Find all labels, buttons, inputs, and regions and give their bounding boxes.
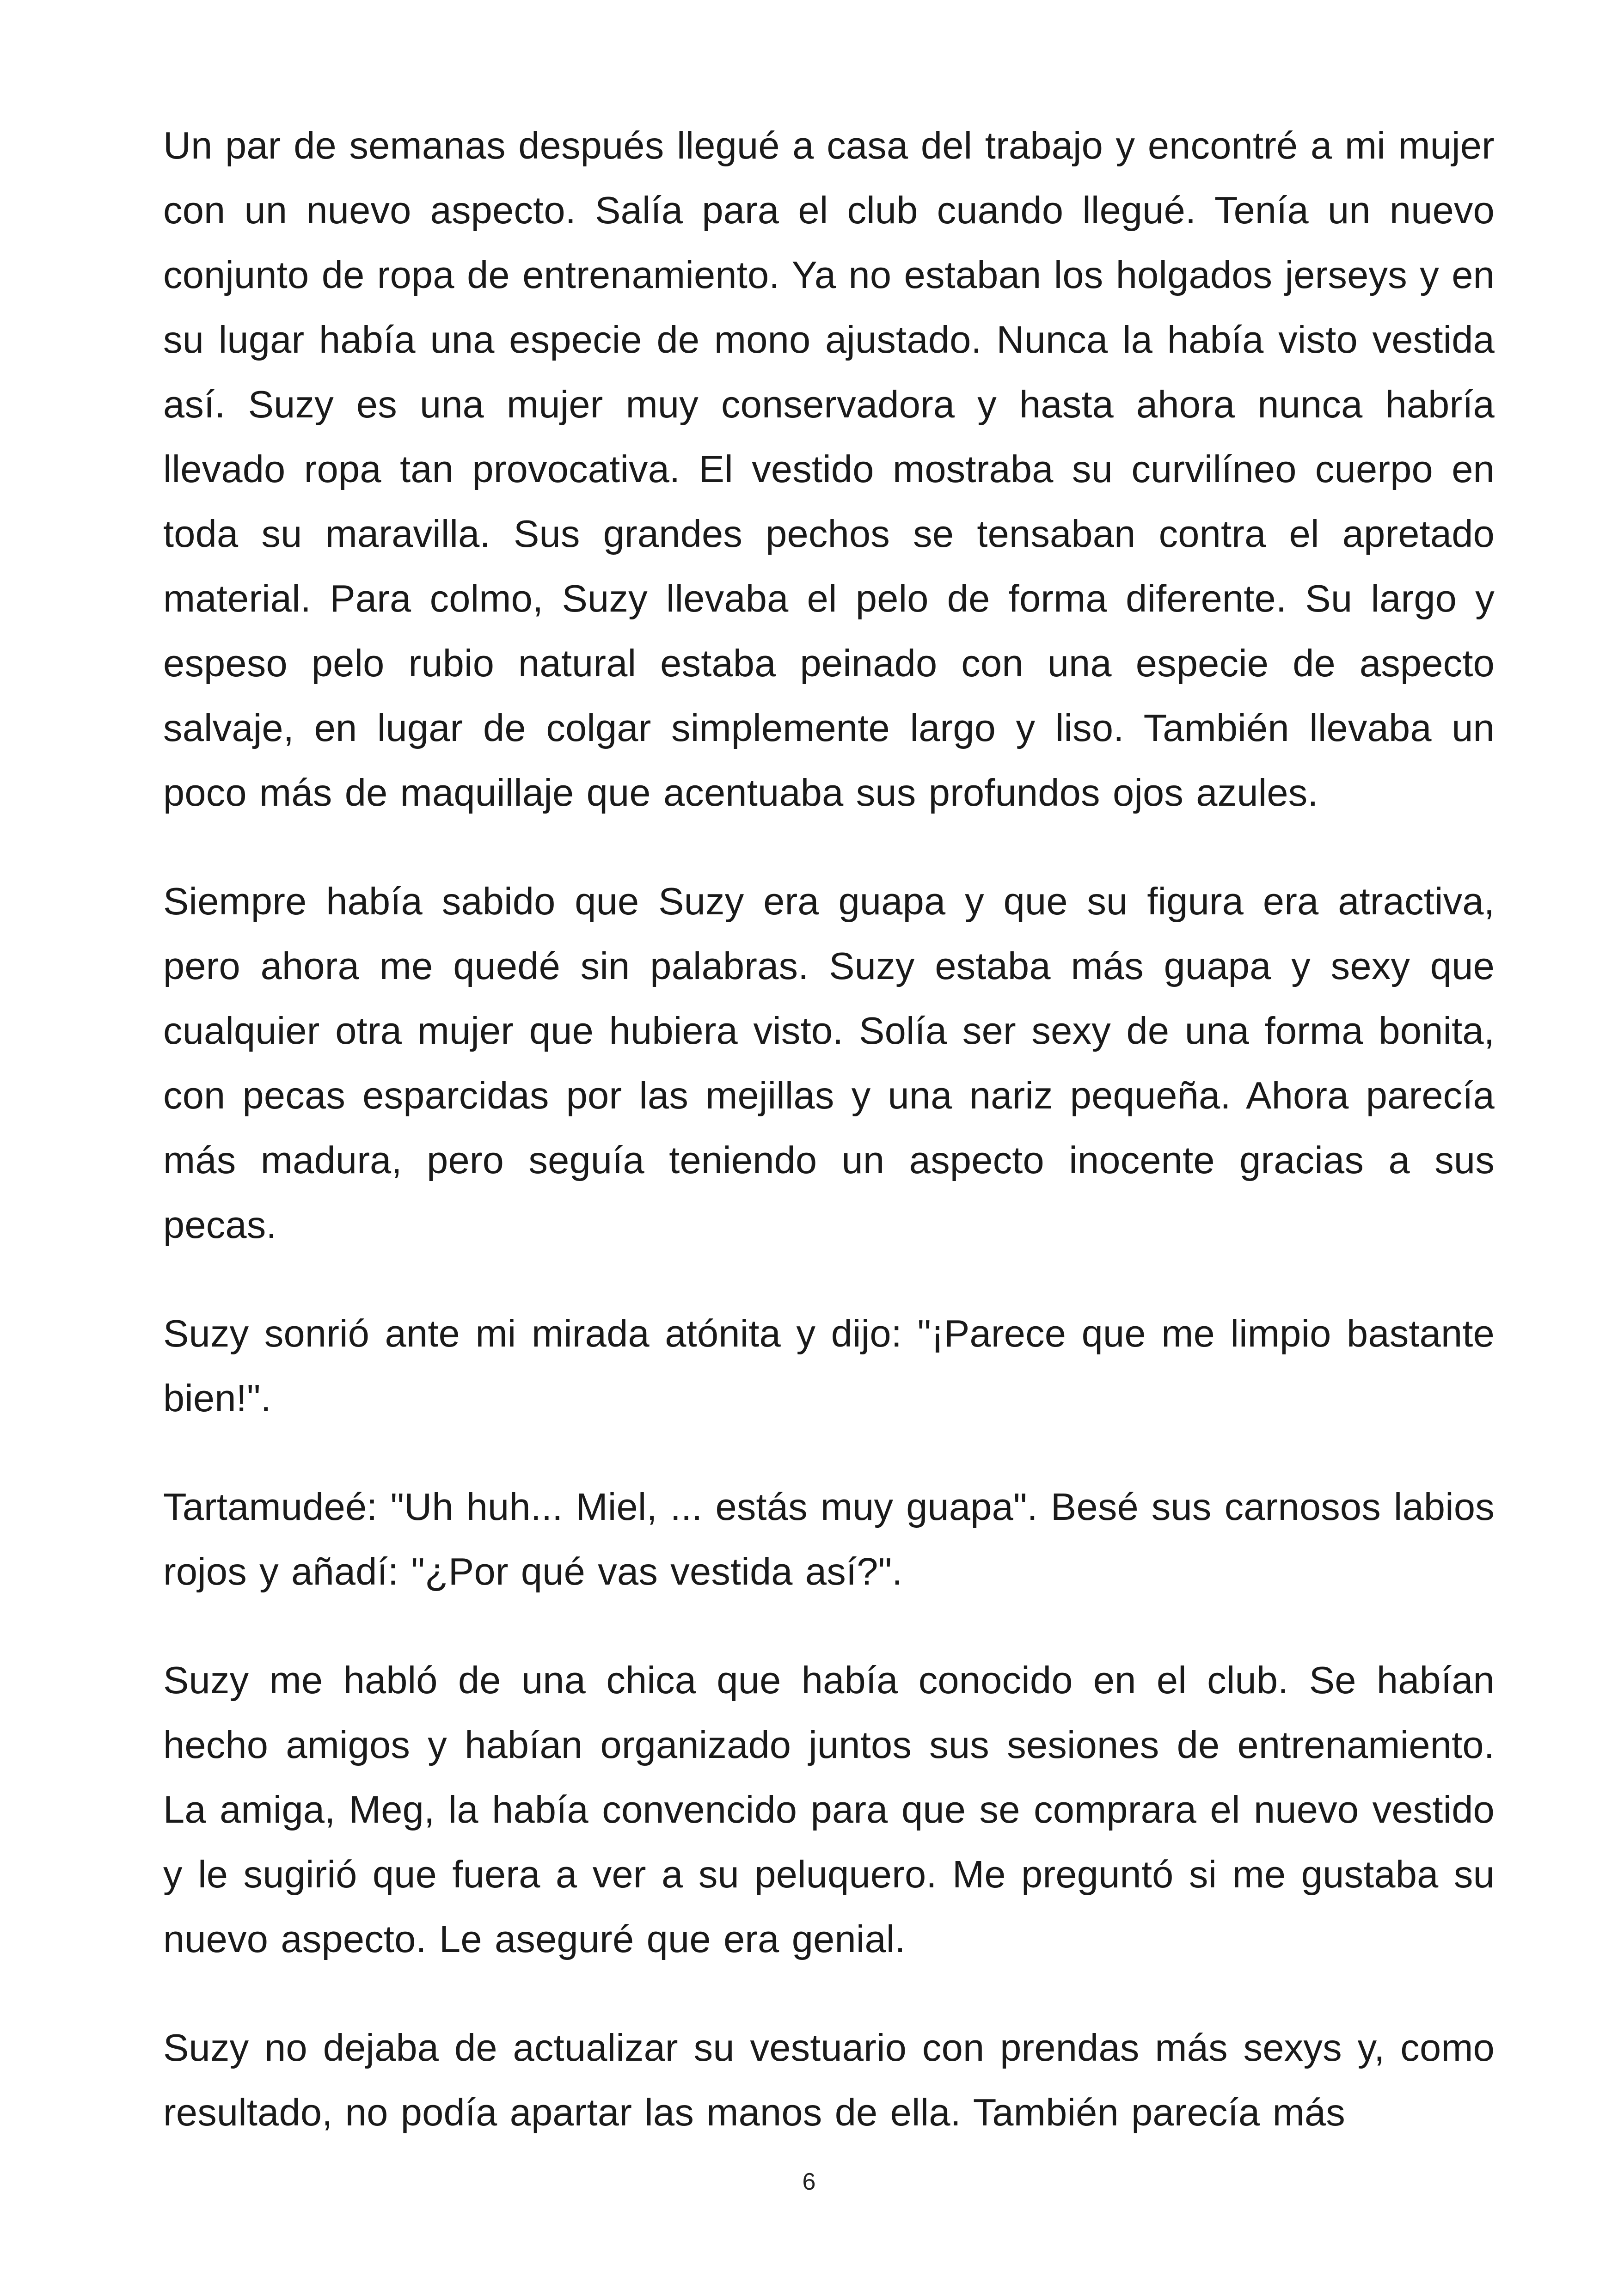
paragraph-1: Un par de semanas después llegué a casa del trabajo y encontré a mi mujer con un nuevo aspecto. Salía para el club cuando llegué. Tenía un nuevo conjunto de ropa de entrenamiento. Ya no estaban los holgados jerseys y en su lugar había una especie de mono ajustado. Nunca la había visto vestida así. Suzy es una mujer muy conservadora y hasta ahora nunca habría llevado ropa tan provocativa. El vestido mostraba su curvilíneo cuerpo en toda su maravilla. Sus grandes pechos se tensaban contra el apretado material. Para colmo, Suzy llevaba el pelo de forma diferente. Su largo y espeso pelo rubio natural estaba peinado con una especie de aspecto salvaje, en lugar de colgar simplemente largo y liso. También llevaba un poco más de maquillaje que acentuaba sus profundos ojos azules. xyxy=(163,124,1495,814)
paragraph-6: Suzy no dejaba de actualizar su vestuario con prendas más sexys y, como resultado, no podía apartar las manos de ella. También parecía más xyxy=(163,2026,1495,2134)
paragraph-5: Suzy me habló de una chica que había conocido en el club. Se habían hecho amigos y habían organizado juntos sus sesiones de entrenamiento. La amiga, Meg, la había convencido para que se comprara el nuevo vestido y le sugirió que fuera a ver a su peluquero. Me preguntó si me gustaba su nuevo aspecto. Le aseguré que era genial. xyxy=(163,1659,1495,1960)
paragraph-3: Suzy sonrió ante mi mirada atónita y dijo: "¡Parece que me limpio bastante bien!". xyxy=(163,1312,1495,1420)
body-text xyxy=(163,113,1495,2145)
paragraph-4: Tartamudeé: "Uh huh... Miel, ... estás muy guapa". Besé sus carnosos labios rojos y añadí: "¿Por qué vas vestida así?". xyxy=(163,1485,1495,1593)
page-number: 6 xyxy=(802,2168,816,2195)
paragraph-2: Siempre había sabido que Suzy era guapa y que su figura era atractiva, pero ahora me quedé sin palabras. Suzy estaba más guapa y sexy que cualquier otra mujer que hubiera visto. Solía ser sexy de una forma bonita, con pecas esparcidas por las mejillas y una nariz pequeña. Ahora parecía más madura, pero seguía teniendo un aspecto inocente gracias a sus pecas. xyxy=(163,880,1495,1246)
